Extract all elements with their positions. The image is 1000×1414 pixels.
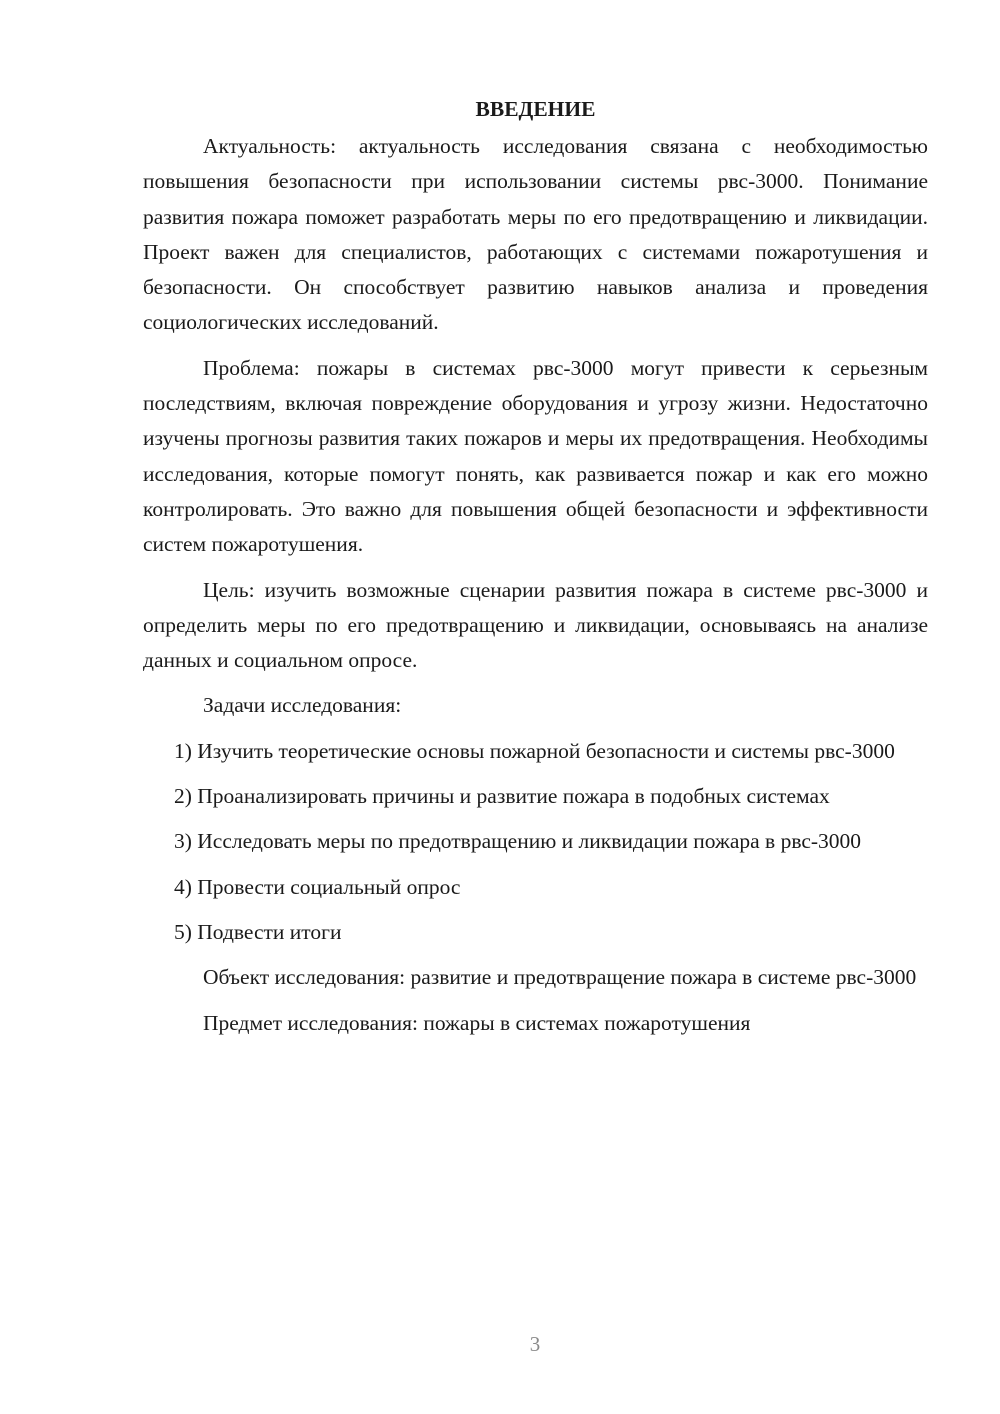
task-item-1: 1) Изучить теоретические основы пожарной безопасности и системы рвс-3000 — [174, 738, 895, 763]
problem-paragraph: Проблема: пожары в системах рвс-3000 могут привести к серьезным последствиям, включая повреждение оборудования и угрозу жизни. Недостаточно изучены прогнозы развития таких пожаров и меры их предотвращения. Необходимы исследования, которые помогут понять, как развивается пожар и как его можно контролировать. Это важно для повышения общей безопасности и эффективности систем пожаротушения. — [143, 355, 928, 557]
goal-paragraph: Цель: изучить возможные сценарии развития пожара в системе рвс-3000 и определить меры по его предотвращению и ликвидации, основываясь на анализе данных и социальном опросе. — [143, 577, 928, 673]
section-title: ВВЕДЕНИЕ — [475, 97, 596, 121]
object-paragraph: Объект исследования: развитие и предотвращение пожара в системе рвс-3000 — [203, 965, 917, 990]
relevance-paragraph: Актуальность: актуальность исследования связана с необходимостью повышения безопасности при использовании системы рвс-3000. Понимание развития пожара поможет разработать меры по его предотвращению и ликвидации. Проект важен для специалистов, работающих с системами пожаротушения и безопасности. Он способствует развитию навыков анализа и проведения социологических исследований. — [143, 134, 928, 335]
task-item-4: 4) Провести социальный опрос — [174, 874, 461, 899]
task-item-5: 5) Подвести итоги — [174, 919, 342, 944]
page-number: 3 — [529, 1332, 541, 1356]
tasks-heading: Задачи исследования: — [203, 693, 402, 718]
document-page — [143, 92, 928, 1051]
task-item-3: 3) Исследовать меры по предотвращению и ликвидации пожара в рвс-3000 — [174, 829, 862, 854]
subject-paragraph: Предмет исследования: пожары в системах пожаротушения — [203, 1010, 751, 1035]
task-item-2: 2) Проанализировать причины и развитие пожара в подобных системах — [174, 784, 830, 809]
